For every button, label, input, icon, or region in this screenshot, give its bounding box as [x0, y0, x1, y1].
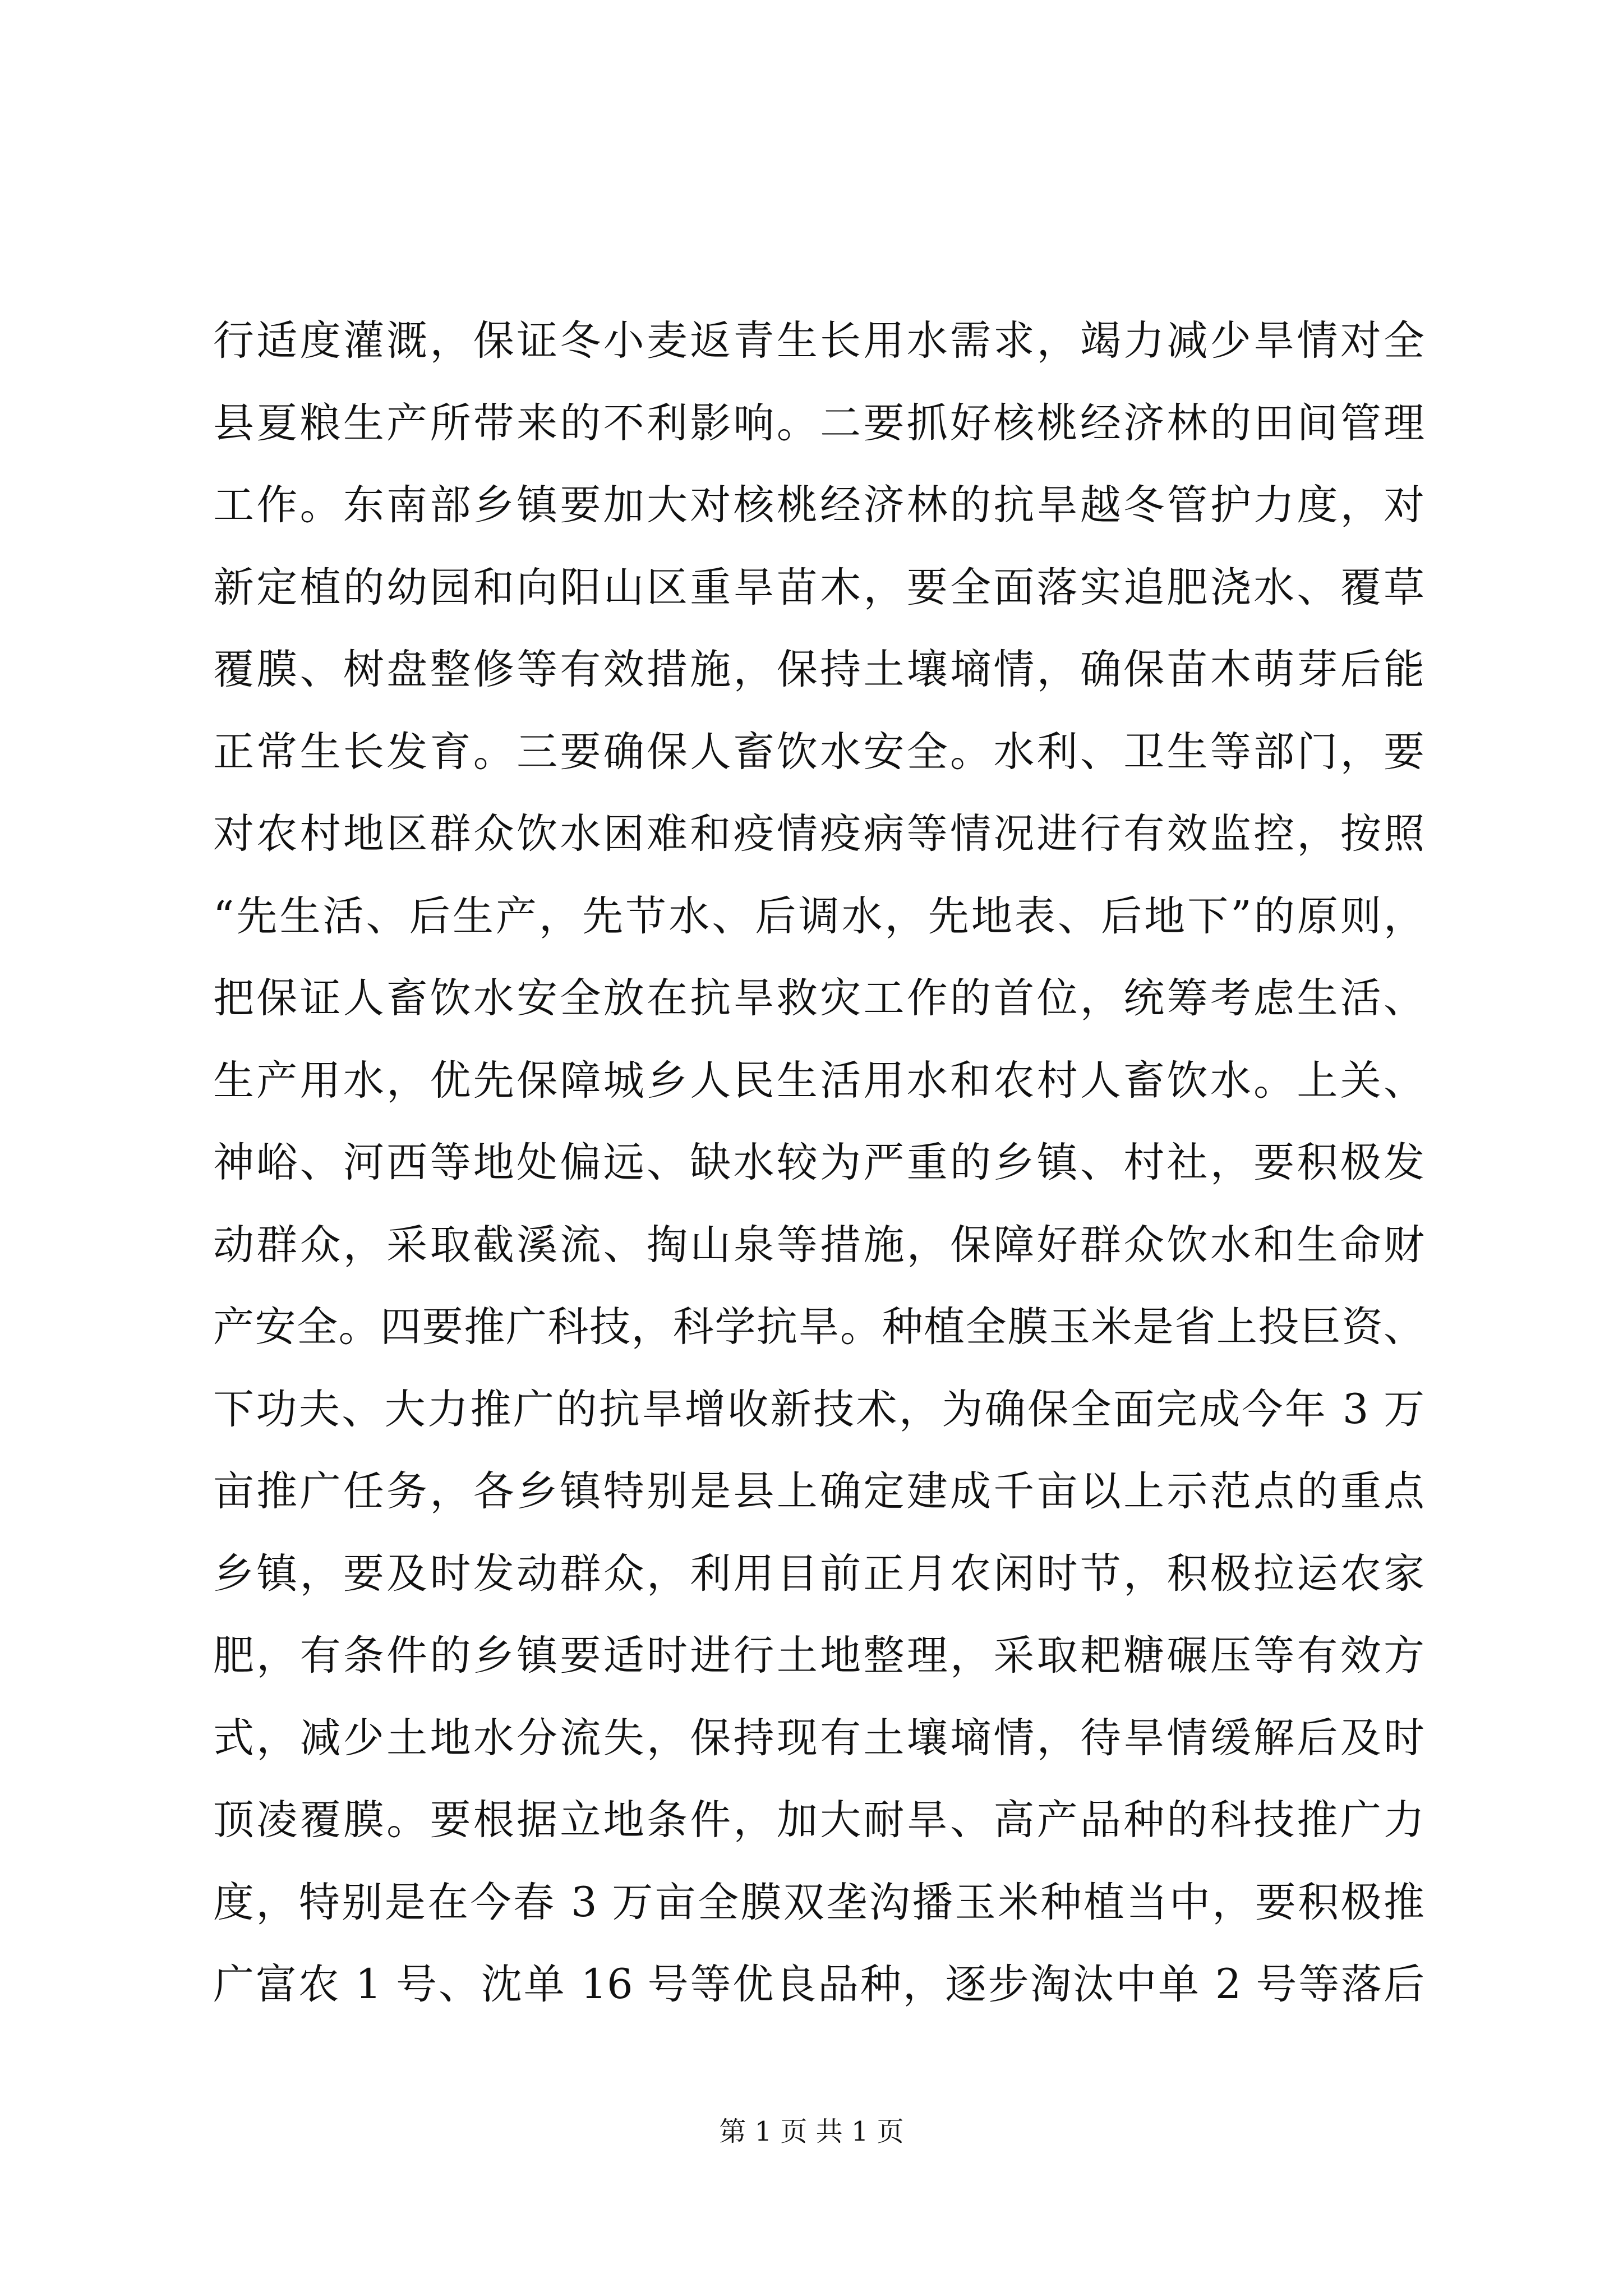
- text-line: 新定植的幼园和向阳山区重旱苗木，要全面落实追肥浇水、覆草: [213, 563, 1424, 611]
- page-footer: 第 1 页 共 1 页: [719, 2116, 904, 2147]
- text-line: “先生活、后生产，先节水、后调水，先地表、后地下”的原则，: [213, 892, 1424, 940]
- text-line: 神峪、河西等地处偏远、缺水较为严重的乡镇、村社，要积极发: [213, 1139, 1424, 1186]
- text-line: 式，减少土地水分流失，保持现有土壤墒情，待旱情缓解后及时: [213, 1714, 1424, 1762]
- text-line: 行适度灌溉，保证冬小麦返青生长用水需求，竭力减少旱情对全: [213, 317, 1424, 365]
- text-line: 广富农 1 号、沈单 16 号等优良品种，逐步淘汰中单 2 号等落后: [213, 1961, 1424, 2008]
- text-line: 肥，有条件的乡镇要适时进行土地整理，采取耙糖碾压等有效方: [213, 1632, 1424, 1680]
- text-line: 对农村地区群众饮水困难和疫情疫病等情况进行有效监控，按照: [213, 810, 1424, 858]
- text-line: 动群众，采取截溪流、掏山泉等措施，保障好群众饮水和生命财: [213, 1221, 1424, 1269]
- text-line: 度，特别是在今春 3 万亩全膜双垄沟播玉米种植当中，要积极推: [213, 1878, 1424, 1926]
- text-line: 把保证人畜饮水安全放在抗旱救灾工作的首位，统筹考虑生活、: [213, 974, 1424, 1022]
- text-line: 正常生长发育。三要确保人畜饮水安全。水利、卫生等部门，要: [213, 728, 1424, 776]
- text-line: 产安全。四要推广科技，科学抗旱。种植全膜玉米是省上投巨资、: [213, 1303, 1424, 1351]
- text-line: 生产用水，优先保障城乡人民生活用水和农村人畜饮水。上关、: [213, 1056, 1424, 1105]
- document-body: [213, 300, 1424, 2026]
- text-line: 乡镇，要及时发动群众，利用目前正月农闲时节，积极拉运农家: [213, 1549, 1424, 1598]
- text-line: 亩推广任务，各乡镇特别是县上确定建成千亩以上示范点的重点: [213, 1467, 1424, 1515]
- text-line: 县夏粮生产所带来的不利影响。二要抓好核桃经济林的田间管理: [213, 399, 1424, 447]
- text-line: 顶凌覆膜。要根据立地条件，加大耐旱、高产品种的科技推广力: [213, 1796, 1424, 1844]
- text-line: 工作。东南部乡镇要加大对核桃经济林的抗旱越冬管护力度，对: [213, 481, 1424, 529]
- text-line: 下功夫、大力推广的抗旱增收新技术，为确保全面完成今年 3 万: [213, 1385, 1424, 1433]
- text-line: 覆膜、树盘整修等有效措施，保持土壤墒情，确保苗木萌芽后能: [213, 646, 1424, 693]
